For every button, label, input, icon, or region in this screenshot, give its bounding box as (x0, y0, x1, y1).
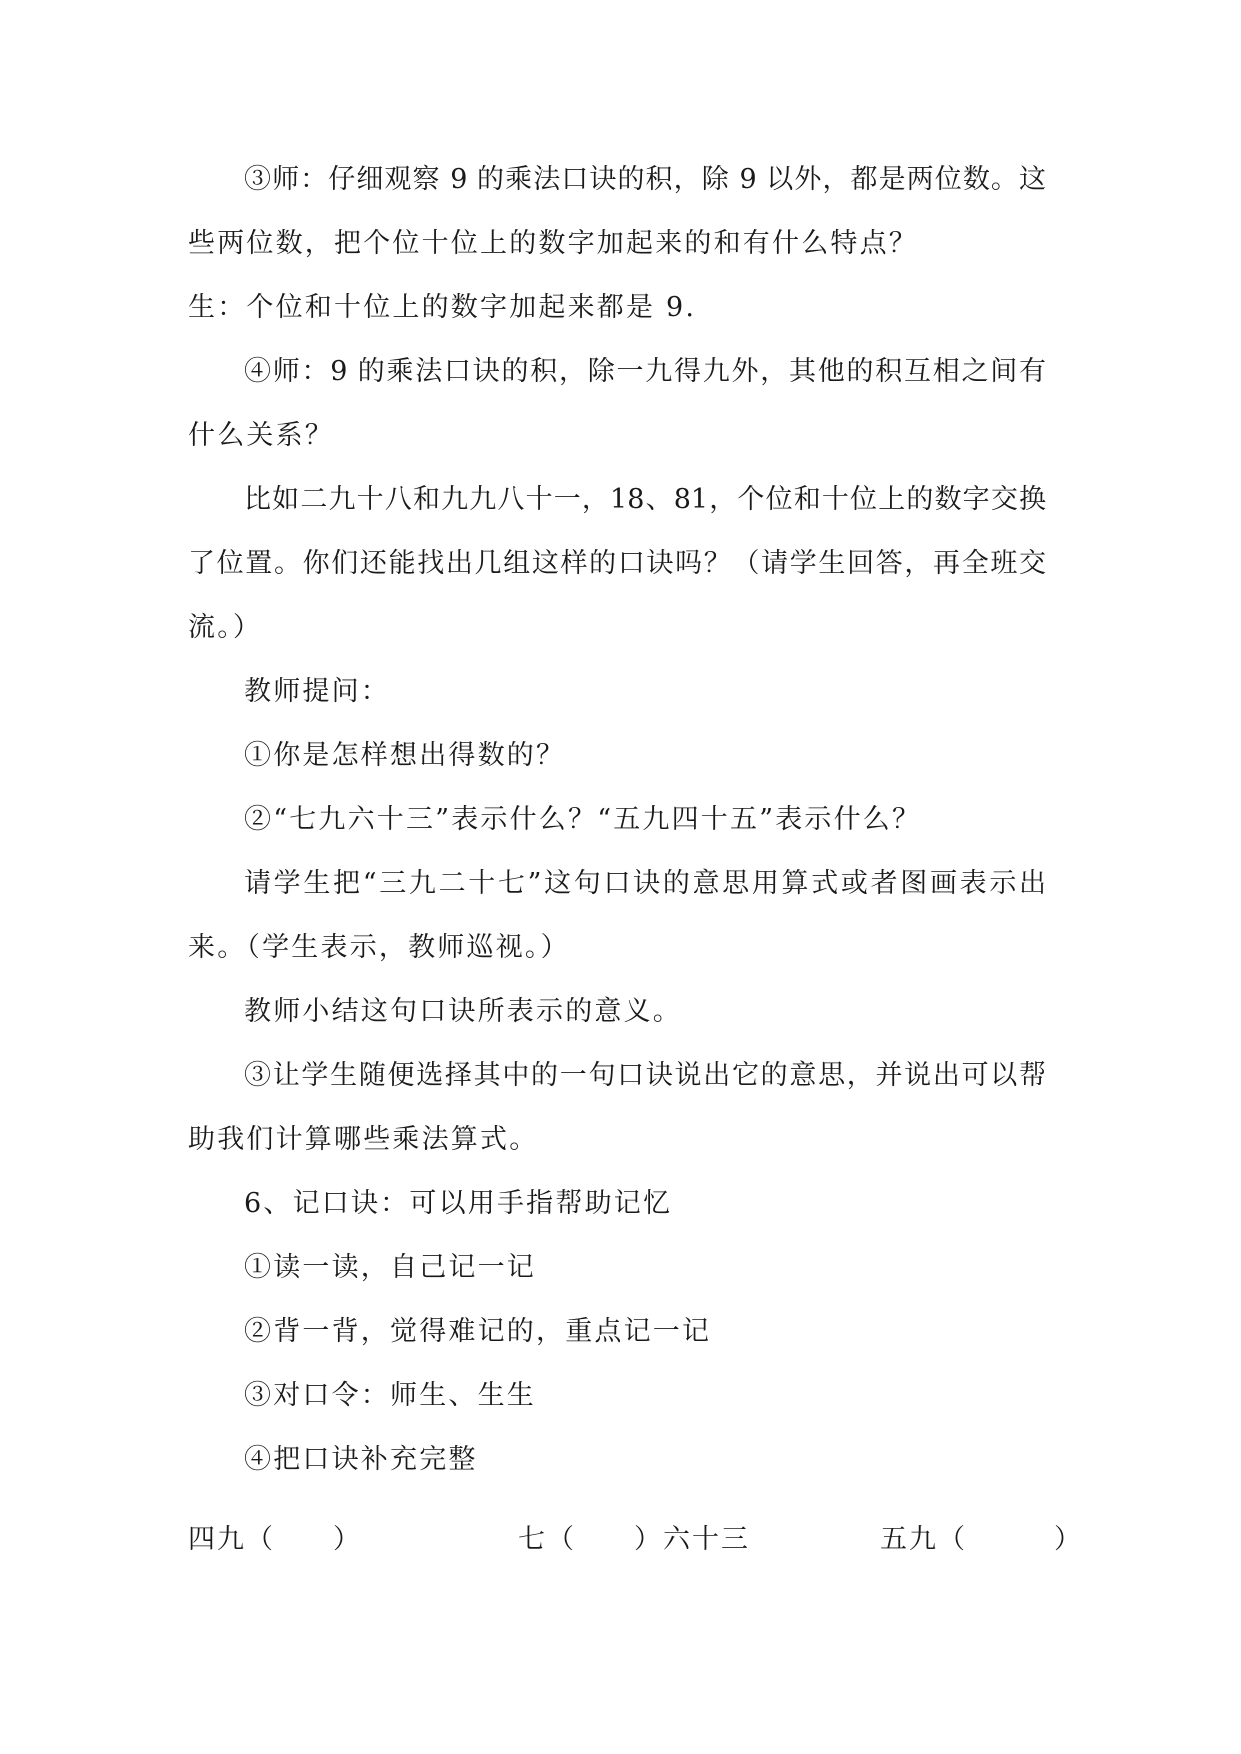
paragraph-line: 来。（学生表示，教师巡视。） (188, 932, 570, 963)
fill-blank-item: 七（ ）六十三 (518, 1524, 750, 1555)
paragraph-line: 了位置。你们还能找出几组这样的口诀吗？（请学生回答，再全班交 (188, 548, 1046, 579)
paragraph-line: ④把口诀补充完整 (244, 1444, 478, 1475)
paragraph-line: 6、记口诀：可以用手指帮助记忆 (244, 1188, 673, 1219)
paragraph-line: ②背一背，觉得难记的，重点记一记 (244, 1316, 712, 1347)
paragraph-line: 教师小结这句口诀所表示的意义。 (244, 996, 682, 1027)
paragraph-line: 比如二九十八和九九八十一，18、81，个位和十位上的数字交换 (244, 484, 1046, 515)
paragraph-line: 流。） (188, 612, 263, 643)
paragraph-line: ③对口令：师生、生生 (244, 1380, 536, 1411)
paragraph-line: ①你是怎样想出得数的？ (244, 740, 566, 771)
fill-blank-item: 五九（ ） (880, 1524, 1083, 1555)
paragraph-line: 些两位数，把个位十位上的数字加起来的和有什么特点？ (188, 228, 918, 259)
paragraph-line: ④师：9 的乘法口诀的积，除一九得九外，其他的积互相之间有 (244, 356, 1046, 387)
paragraph-line: ①读一读，自己记一记 (244, 1252, 536, 1283)
paragraph-line: 请学生把“三九二十七”这句口诀的意思用算式或者图画表示出 (244, 868, 1046, 899)
paragraph-line: ③让学生随便选择其中的一句口诀说出它的意思，并说出可以帮 (244, 1060, 1046, 1091)
paragraph-line: 助我们计算哪些乘法算式。 (188, 1124, 539, 1155)
paragraph-line: 什么关系？ (188, 420, 334, 451)
paragraph-line: ②“七九六十三”表示什么？“五九四十五”表示什么？ (244, 804, 922, 835)
paragraph-line: ③师：仔细观察 9 的乘法口诀的积，除 9 以外，都是两位数。这 (244, 164, 1046, 195)
paragraph-line: 生：个位和十位上的数字加起来都是 9. (188, 292, 697, 323)
paragraph-line: 教师提问： (244, 676, 390, 707)
fill-blank-item: 四九（ ） (188, 1524, 362, 1555)
